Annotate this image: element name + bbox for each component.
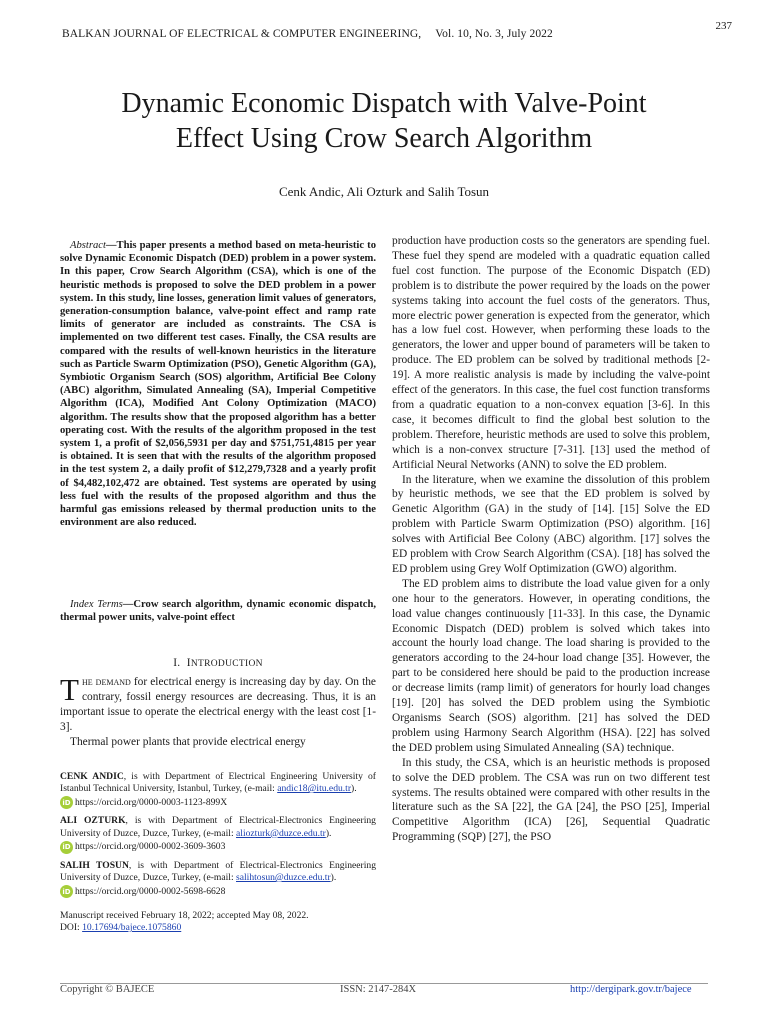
orcid-icon: iD bbox=[60, 885, 73, 898]
orcid-row bbox=[60, 885, 376, 898]
orcid-icon: iD bbox=[60, 841, 73, 854]
footnote-author-2: ALI OZTURK, is with Department of Electrical-Electronics Engineering University of Duzce, Duzce, Turkey, (e-mail: aliozturk@duzce.edu.tr). bbox=[60, 815, 376, 839]
page-number: 237 bbox=[715, 20, 732, 32]
email-link[interactable]: andic18@itu.edu.tr bbox=[277, 783, 352, 795]
section-heading-introduction bbox=[60, 657, 376, 669]
orcid-link[interactable]: https://orcid.org/0000-0003-1123-899X bbox=[75, 796, 228, 808]
intro-paragraph-2: Thermal power plants that provide electrical energy bbox=[70, 735, 306, 748]
author-footnotes bbox=[60, 771, 376, 935]
intro-p1-rest: for electrical energy is increasing day by day. On the contrary, fossil energy resources are decreasing. Thus, it is an important issue to operate the electrical energy with the least cost [1-3]. bbox=[60, 676, 376, 733]
right-paragraph-4: In this study, the CSA, which is an heuristic methods is proposed to solve the DED problem. The CSA was run on two different test systems. The results obtained were compared with other results in the literature such as the SA [22], the GA [24], the PSO [25], Imperial Competitive Algorithm (ICA) [26], Sequential Quadratic Programming (SQP) [27], the PSO bbox=[392, 756, 710, 844]
orcid-link[interactable]: https://orcid.org/0000-0002-5698-6628 bbox=[75, 885, 226, 897]
abstract bbox=[60, 239, 376, 529]
right-paragraph-2: In the literature, when we examine the dissolution of this problem by heuristic methods, we see that the ED problem is solved by Genetic Algorithm (GA) in the study of [14]. [15] Solve the ED problem with Particle Swarm Optimization (PSO) algorithm. [16] solves with Artificial Bee Colony (ABC) algorithm. [17] solves the ED problem with Crow Search Algorithm (CSA). [18] has solved the ED problem using Grey Wolf Optimization (GWO) algorithm. bbox=[392, 473, 710, 575]
right-paragraph-1: production have production costs so the generators are spending fuel. These fuel they spend are modeled with a quadratic equation called fuel cost function. The purpose of the Economic Dispatch (ED) problem is to distribute the power required by the loads on the power systems taking into account the fuel costs of the generators. Thus, more electric power generation is expected from the generator, which has a low fuel cost. However, when performing these loads to the generators, the lower and upper bound of parameters will be taken to produce. The ED problem can be solved by traditional methods [2-19]. A more realistic analysis is made by including the valve-point effect of the generators. In this case, the fuel cost function transforms from a quadratic equation to a non-convex equation [3-6]. In this case, it becomes difficult to find the global best solution to the problem. Therefore, heuristic methods are used to solve this problem, which is a non-convex structure [7-31]. [13] used the method of Artificial Neural Networks (ANN) to solve the ED problem. bbox=[392, 235, 710, 471]
title-line-1: Dynamic Economic Dispatch with Valve-Point bbox=[121, 88, 647, 119]
intro-first-words: he demand bbox=[81, 676, 131, 688]
index-terms-text: —Crow search algorithm, dynamic economic dispatch, thermal power units, valve-point effect bbox=[60, 599, 376, 624]
title-line-2: Effect Using Crow Search Algorithm bbox=[175, 123, 593, 154]
doi-line: DOI: 10.17694/bajece.1075860 bbox=[60, 922, 182, 934]
abstract-lead: Abstract bbox=[70, 240, 106, 251]
right-paragraph-3: The ED problem aims to distribute the load value given for a only one hour to the generators. However, in operating conditions, the load value changes continuously [11-33]. In this case, the Dynamic Economic Dispatch (DED) problem is solved which takes into account the hourly load change. The load sharing is provided to the generators according to the 24-hour load change [35]. However, the part to be considered here should be paid to the production increase or decrease limits (ramp limit) of generators for hourly load changes [19]. [20] has solved the DED problem using the Symbiotic Organisms Search (SOS) algorithm. [21] has solved the DED problem using Harmony Search Algorithm (HSA). [22] has solved the DED problem using Simulated Annealing (SA) technique. bbox=[392, 577, 710, 754]
orcid-icon: iD bbox=[60, 796, 73, 809]
footer-url bbox=[570, 984, 692, 995]
authors: Cenk Andic, Ali Ozturk and Salih Tosun bbox=[278, 184, 490, 199]
introduction-text bbox=[60, 672, 376, 750]
manuscript-dates: Manuscript received February 18, 2022; accepted May 08, 2022. bbox=[60, 910, 309, 922]
journal-name: BALKAN JOURNAL OF ELECTRICAL & COMPUTER ENGINEERING, bbox=[62, 28, 422, 40]
right-column bbox=[392, 234, 710, 845]
journal-volume: Vol. 10, No. 3, July 2022 bbox=[435, 28, 553, 40]
drop-cap: T bbox=[60, 672, 79, 707]
journal-url-link[interactable]: http://dergipark.gov.tr/bajece bbox=[570, 984, 692, 995]
orcid-row bbox=[60, 841, 376, 854]
section-number: I. bbox=[173, 657, 181, 669]
footnote-author-1: CENK ANDIC, is with Department of Electrical Engineering University of Istanbul Technical University, Istanbul, Turkey, (e-mail: andic18@itu.edu.tr). bbox=[60, 771, 376, 795]
section-title-rest: NTRODUCTION bbox=[190, 659, 263, 669]
email-link[interactable]: aliozturk@duzce.edu.tr bbox=[236, 827, 326, 839]
footer-copyright: Copyright © BAJECE bbox=[60, 984, 155, 995]
orcid-row bbox=[60, 796, 376, 809]
paper-title bbox=[60, 86, 708, 156]
email-link[interactable]: salihtosun@duzce.edu.tr bbox=[236, 872, 331, 884]
index-terms bbox=[60, 598, 376, 624]
intro-paragraph-1 bbox=[60, 672, 376, 735]
doi-link[interactable]: 10.17694/bajece.1075860 bbox=[82, 922, 182, 934]
footer-issn: ISSN: 2147-284X bbox=[340, 984, 417, 995]
abstract-text: —This paper presents a method based on meta-heuristic to solve Dynamic Economic Dispatch (DED) problem in a power system. In this paper, Crow Search Algorithm (CSA), which is one of the heuristic methods is proposed to solve the DED problem in a power system. In this study, line losses, generation limit values of generators, generation-consumption balance, valve-point effect and ramp rate limits of generator are included as constraints. The CSA is implemented on two different test cases. Finally, the CSA results are compared with the results of well-known heuristics in the literature such as Particle Swarm Optimization (PSO), Genetic Algorithm (GA), Symbiotic Organism Search (SOS) algorithm, Artificial Bee Colony (ABC) algorithm, Simulated Annealing (SA), Imperial Competitive Algorithm (ICA), Modified Ant Colony Optimization (MACO) algorithm. The results show that the proposed algorithm has a better operating cost. With the results of the algorithm proposed in the test system 1, a profit of $2,056,5931 per day and $751,751,4815 per year is obtained. It is seen that with the results of the algorithm proposed in the test system 2, a daily profit of $12,279,7328 and a yearly profit of $4,482,102,472 are obtained. Test systems are operated by using less fuel with the results of the proposed algorithm and thus the harmful gas emissions released by thermal production units to the environment are also reduced. bbox=[60, 240, 377, 529]
index-terms-lead: Index Terms bbox=[70, 599, 123, 610]
footnote-author-3: SALIH TOSUN, is with Department of Electrical-Electronics Engineering University of Duzce, Duzce, Turkey, (e-mail: salihtosun@duzce.edu.tr). bbox=[60, 859, 376, 884]
running-header bbox=[62, 28, 553, 40]
section-title-first: I bbox=[186, 657, 191, 669]
orcid-link[interactable]: https://orcid.org/0000-0002-3609-3603 bbox=[75, 841, 226, 853]
